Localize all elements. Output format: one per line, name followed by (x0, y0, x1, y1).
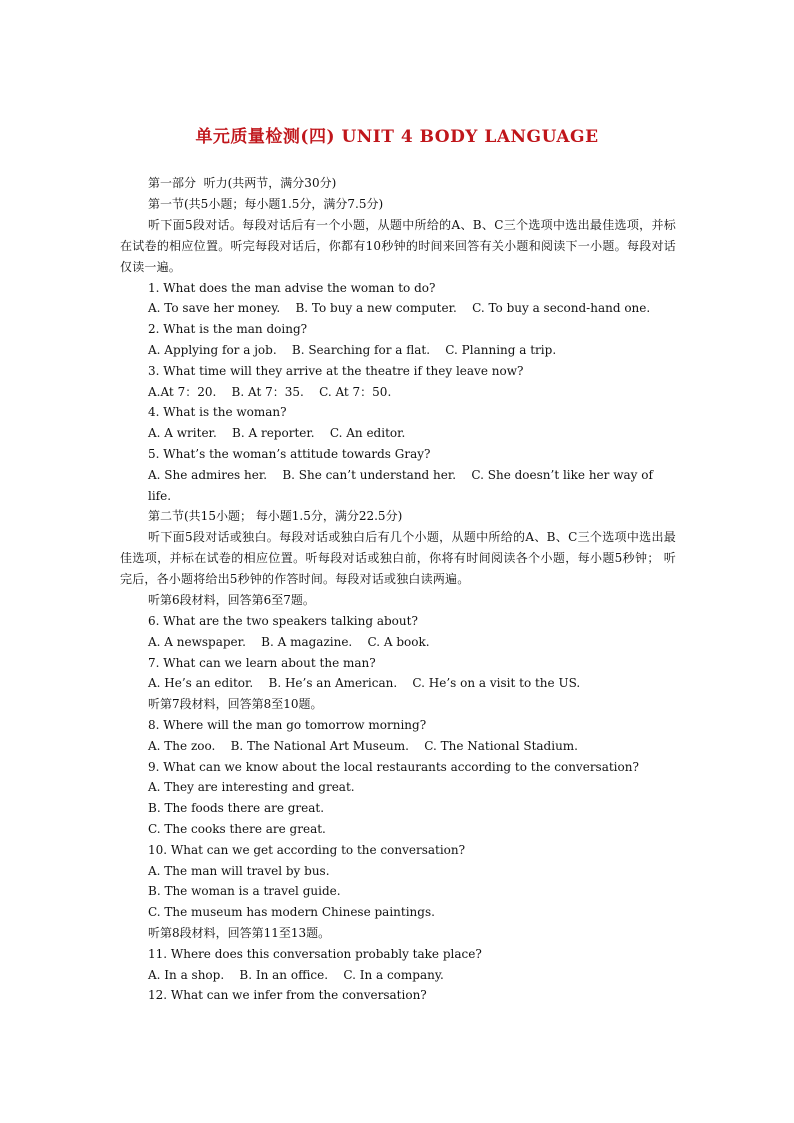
question-11: 11. Where does this conversation probably take place? (148, 946, 482, 961)
section-heading: 第一节(共5小题；每小题1.5分，满分7.5分) (148, 196, 384, 211)
question-4-options: A. A writer. B. A reporter. C. An editor. (148, 426, 406, 441)
question-2-options: A. Applying for a job. B. Searching for a flat. C. Planning a trip. (148, 342, 557, 357)
question-10-option-c: C. The museum has modern Chinese paintings. (148, 905, 435, 920)
question-7-options: A. He’s an editor. B. He’s an American. C. He’s on a visit to the US. (148, 676, 581, 691)
question-9-option-c: C. The cooks there are great. (148, 821, 326, 836)
question-6-options: A. A newspaper. B. A magazine. C. A book. (148, 634, 430, 649)
question-4: 4. What is the woman? (148, 405, 287, 420)
material-heading: 听第8段材料，回答第11至13题。 (148, 925, 331, 940)
question-11-options: A. In a shop. B. In an office. C. In a company. (148, 967, 444, 982)
question-10-option-b: B. The woman is a travel guide. (148, 884, 341, 899)
material-heading: 听第7段材料，回答第8至10题。 (148, 697, 323, 712)
question-3-options: A.At 7：20. B. At 7：35. C. At 7：50. (148, 384, 392, 399)
question-9: 9. What can we know about the local restaurants according to the conversation? (148, 759, 639, 774)
part-heading: 第一部分 听力(共两节，满分30分) (148, 176, 337, 190)
question-8: 8. Where will the man go tomorrow morning? (148, 717, 427, 732)
question-1-options: A. To save her money. B. To buy a new computer. C. To buy a second-hand one. (148, 301, 651, 316)
question-2: 2. What is the man doing? (148, 322, 308, 337)
question-5-options: A. She admires her. B. She can’t understand her. C. She doesn’t like her way of life. (148, 467, 657, 503)
question-8-options: A. The zoo. B. The National Art Museum. C. The National Stadium. (148, 738, 578, 753)
document-body (120, 173, 676, 1006)
document-title: 单元质量检测(四) UNIT 4 BODY LANGUAGE (195, 127, 599, 147)
section-heading: 第二节(共15小题； 每小题1.5分，满分22.5分) (148, 509, 403, 524)
question-10-option-a: A. The man will travel by bus. (148, 863, 330, 878)
question-7: 7. What can we learn about the man? (148, 655, 376, 670)
section-instructions: 听下面5段对话。每段对话后有一个小题，从题中所给的A、B、C三个选项中选出最佳选项，并标在试卷的相应位置。听完每段对话后，你都有10秒钟的时间来回答有关小题和阅读下一小题。每段对话仅读一遍。 (120, 217, 676, 274)
question-10: 10. What can we get according to the conversation? (148, 842, 466, 857)
question-3: 3. What time will they arrive at the theatre if they leave now? (148, 363, 524, 378)
question-9-option-a: A. They are interesting and great. (148, 780, 355, 795)
question-6: 6. What are the two speakers talking about? (148, 613, 418, 628)
material-heading: 听第6段材料，回答第6至7题。 (148, 593, 315, 608)
section-instructions: 听下面5段对话或独白。每段对话或独白后有几个小题，从题中所给的A、B、C三个选项中选出最佳选项，并标在试卷的相应位置。听每段对话或独白前，你将有时间阅读各个小题，每小题5秒钟； 听完后，各小题将给出5秒钟的作答时间。每段对话或独白读两遍。 (120, 530, 676, 587)
question-5: 5. What’s the woman’s attitude towards Gray? (148, 446, 431, 461)
question-12: 12. What can we infer from the conversation? (148, 988, 427, 1003)
question-1: 1. What does the man advise the woman to do? (148, 280, 436, 295)
question-9-option-b: B. The foods there are great. (148, 801, 325, 816)
